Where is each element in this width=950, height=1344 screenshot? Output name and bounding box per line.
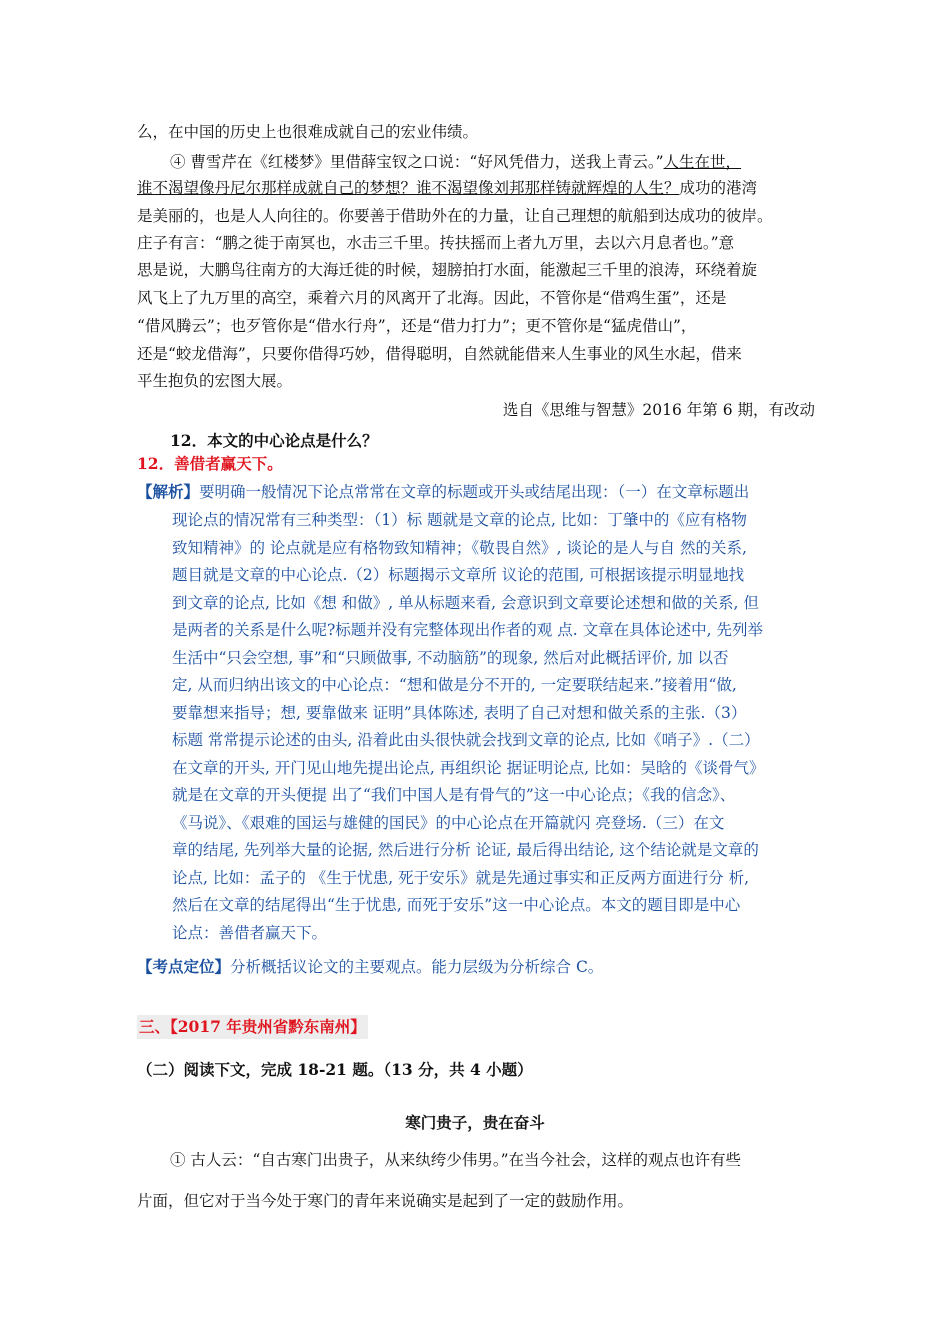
analysis-line: 致知精神》的 论点就是应有格物致知精神；《敬畏自然》, 谈论的是人与自 然的关系, [172, 539, 747, 557]
analysis-line: 标题 常常提示论述的由头, 沿着此由头很快就会找到文章的论点, 比如《哨子》.（二） [172, 731, 760, 749]
passage-line: 庄子有言：“鹏之徙于南冥也，水击三千里。抟扶摇而上者九万里，去以六月息者也。”意 [137, 234, 735, 252]
analysis-line: 论点, 比如：孟子的 《生于忧患, 死于安乐》就是先通过事实和正反两方面进行分 析, [172, 869, 749, 887]
reading-instruction: （二）阅读下文，完成 18-21 题。（13 分，共 4 小题） [137, 1060, 533, 1079]
analysis-first-line [137, 480, 817, 504]
passage-line: 平生抱负的宏图大展。 [137, 372, 293, 390]
analysis-text: 要明确一般情况下论点常常在文章的标题或开头或结尾出现：（一）在文章标题出 [199, 483, 750, 501]
passage-line: “借风腾云”；也歹管你是“借水行舟”，还是“借力打力”；更不管你是“猛虎借山”， [137, 317, 697, 335]
analysis-line: 定, 从而归纳出该文的中心论点：“想和做是分不开的, 一定要联结起来.”接着用“做, [172, 676, 737, 694]
kaodian-text: 分析概括议论文的主要观点。能力层级为分析综合 C。 [230, 958, 604, 976]
analysis-line: 就是在文章的开头便提 出了“我们中国人是有骨气的”这一中心论点；《我的信念》、 [172, 786, 736, 804]
passage-line: 思是说，大鹏鸟往南方的大海迁徙的时候，翅膀拍打水面，能激起三千里的浪涛，环绕着旋 [137, 261, 758, 279]
analysis-line: 要靠想来指导；想, 要靠做来 证明”具体陈述, 表明了自己对想和做关系的主张.（3） [172, 704, 747, 722]
underlined-text: 人生在世， [663, 153, 742, 171]
article-title: 寒门贵子，贵在奋斗 [405, 1113, 545, 1132]
answer-12: 12．善借者赢天下。 [137, 454, 283, 473]
analysis-tag: 【解析】 [137, 482, 200, 501]
analysis-line: 现论点的情况常有三种类型：（1）标 题就是文章的论点, 比如：丁肇中的《应有格物 [172, 511, 747, 529]
question-12: 12．本文的中心论点是什么？ [170, 431, 378, 450]
article-paragraph-line: 片面，但它对于当今处于寒门的青年来说确实是起到了一定的鼓励作用。 [137, 1192, 634, 1210]
paragraph-4-line [137, 176, 817, 200]
analysis-line: 然后在文章的结尾得出“生于忧患, 而死于安乐”这一中心论点。本文的题目即是中心 [172, 896, 741, 914]
paragraph-4-line [170, 150, 850, 174]
passage-text: ④ 曹雪芹在《红楼梦》里借薛宝钗之口说：“好风凭借力，送我上青云。” [170, 153, 664, 171]
passage-line: 是美丽的，也是人人向往的。你要善于借助外在的力量，让自己理想的航船到达成功的彼岸。 [137, 207, 773, 225]
analysis-line: 到文章的论点, 比如《想 和做》, 单从标题来看, 会意识到文章要论述想和做的关系, 但 [172, 594, 759, 612]
underlined-text: 谁不渴望像丹尼尔那样成就自己的梦想？谁不渴望像刘邦那样铸就辉煌的人生？ [137, 179, 680, 197]
analysis-line: 题目就是文章的中心论点.（2）标题揭示文章所 议论的范围, 可根据该提示明显地找 [172, 566, 745, 584]
passage-text: 成功的港湾 [679, 179, 758, 197]
analysis-line: 章的结尾, 先列举大量的论据, 然后进行分析 论证, 最后得出结论, 这个结论就是文章的 [172, 841, 759, 859]
section-heading: 三、【2017 年贵州省黔东南州】 [137, 1015, 368, 1039]
article-paragraph-line: ① 古人云：“自古寒门出贵子，从来纨绔少伟男。”在当今社会，这样的观点也许有些 [170, 1151, 742, 1169]
source-citation: 选自《思维与智慧》2016 年第 6 期，有改动 [502, 401, 815, 419]
analysis-line: 生活中“只会空想, 事”和“只顾做事, 不动脑筋”的现象, 然后对此概括评价, 加 以否 [172, 649, 729, 667]
kaodian-line [137, 955, 817, 979]
passage-line: 么，在中国的历史上也很难成就自己的宏业伟绩。 [137, 123, 479, 141]
analysis-line: 《马说》、《艰难的国运与雄健的国民》的中心论点在开篇就闪 亮登场.（三）在文 [172, 814, 725, 832]
passage-line: 风飞上了九万里的高空，乘着六月的风离开了北海。因此，不管你是“借鸡生蛋”，还是 [137, 289, 727, 307]
analysis-line: 在文章的开头, 开门见山地先提出论点, 再组织论 据证明论点, 比如：吴晗的《谈骨气》 [172, 759, 765, 777]
analysis-line: 论点：善借者赢天下。 [172, 924, 328, 942]
analysis-line: 是两者的关系是什么呢?标题并没有完整体现出作者的观 点. 文章在具体论述中, 先列举 [172, 621, 763, 639]
passage-line: 还是“蛟龙借海”，只要你借得巧妙，借得聪明，自然就能借来人生事业的风生水起，借来 [137, 345, 742, 363]
kaodian-tag: 【考点定位】 [137, 957, 231, 976]
